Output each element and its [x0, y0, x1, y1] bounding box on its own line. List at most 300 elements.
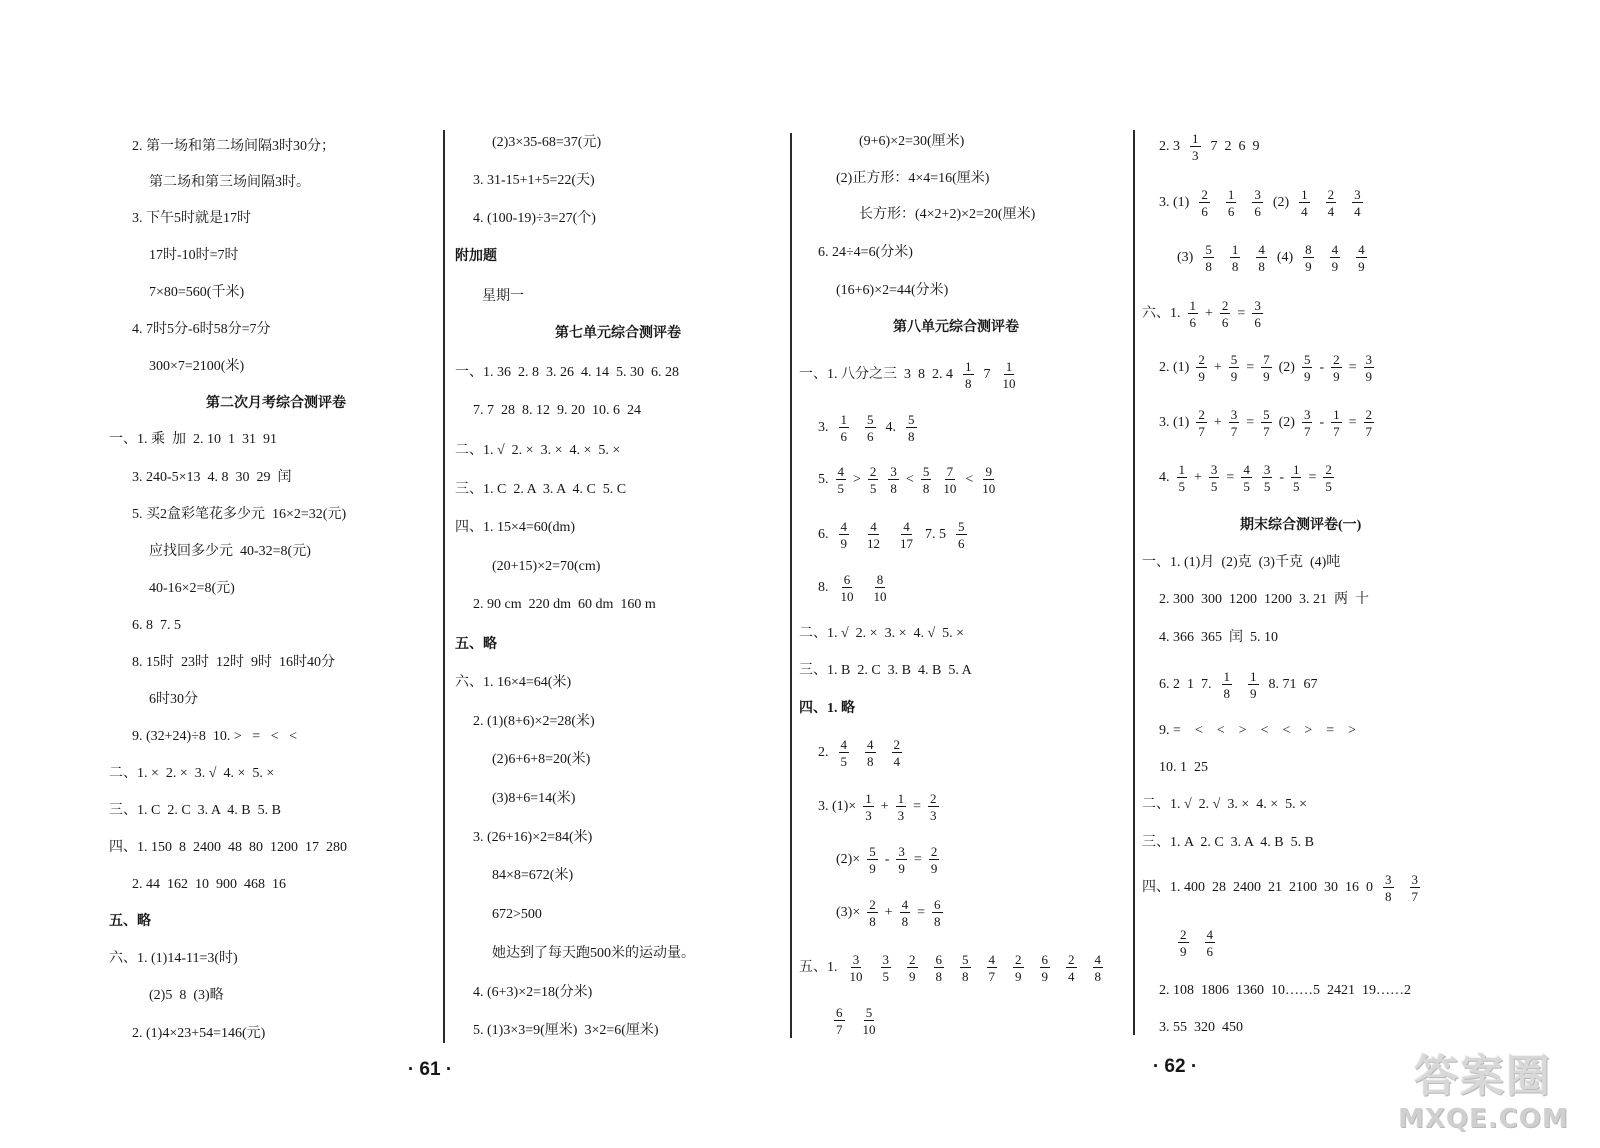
answer-text: 2. — [818, 745, 829, 760]
fraction-denominator: 9 — [930, 861, 938, 876]
fraction — [898, 520, 915, 550]
answer-text: 六、1. 16×4=64(米) — [455, 675, 572, 690]
answer-text: 4. 7时5分-6时58分=7分 — [132, 322, 271, 337]
answer-line — [453, 442, 622, 460]
fraction-denominator: 7 — [836, 1022, 843, 1037]
fraction — [1364, 408, 1375, 438]
answer-text: - — [884, 852, 890, 867]
answer-line — [471, 984, 594, 1002]
fraction-denominator: 3 — [1192, 148, 1199, 163]
fraction-numerator: 2 — [1198, 407, 1205, 422]
answer-text: 六、1. — [1142, 306, 1181, 321]
fraction — [1001, 360, 1018, 390]
fraction — [906, 413, 917, 443]
fraction-denominator: 5 — [1292, 479, 1300, 494]
fraction-denominator: 8 — [908, 429, 915, 444]
fraction — [1291, 463, 1302, 493]
fraction-numerator: 2 — [1201, 187, 1208, 202]
fraction-numerator: 6 — [843, 572, 851, 587]
answer-text: 5. (1)3×3=9(厘米) 3×2=6(厘米) — [473, 1023, 659, 1038]
fraction-denominator: 3 — [897, 808, 905, 823]
fraction-denominator: 6 — [1254, 315, 1261, 330]
fraction — [1262, 463, 1273, 493]
fraction-denominator: 3 — [930, 808, 937, 823]
fraction-denominator: 5 — [882, 969, 889, 984]
fraction-numerator: 5 — [1230, 352, 1238, 367]
fraction — [907, 953, 918, 983]
fraction — [1248, 670, 1259, 700]
fraction-numerator: 5 — [922, 464, 930, 479]
fraction-denominator: 8 — [867, 754, 874, 769]
fraction-denominator: 4 — [893, 754, 900, 769]
fraction — [839, 738, 850, 768]
answer-text: 2. 第一场和第二场间隔3时30分； — [132, 139, 335, 154]
answer-text: (2)3×35-68=37(元) — [492, 135, 602, 150]
fraction-numerator: 3 — [852, 952, 860, 967]
fraction-numerator: 1 — [865, 791, 872, 806]
answer-text: 6时30分 — [149, 692, 198, 707]
page-number-left: · 61 · — [407, 1059, 453, 1080]
fraction — [861, 1006, 878, 1036]
fraction — [1177, 463, 1188, 493]
fraction-denominator: 4 — [1354, 204, 1361, 219]
fraction-numerator: 4 — [1258, 242, 1265, 257]
fraction-denominator: 9 — [1250, 686, 1257, 701]
fraction-numerator: 1 — [1333, 407, 1340, 422]
fraction-numerator: 6 — [836, 1005, 843, 1020]
fraction-numerator: 2 — [909, 952, 916, 967]
fraction — [1220, 299, 1231, 329]
answer-line — [453, 481, 628, 499]
fraction — [900, 898, 911, 928]
fraction — [1205, 928, 1216, 958]
fraction-numerator: 3 — [1303, 407, 1311, 422]
fraction-denominator: 6 — [1254, 204, 1261, 219]
fraction — [839, 573, 856, 603]
answer-text: (4) — [1276, 250, 1294, 265]
watermark-site: MXQE.COM — [1398, 1104, 1569, 1134]
answer-text: = — [913, 852, 922, 867]
fraction-denominator: 10 — [840, 589, 854, 604]
fraction-denominator: 3 — [865, 808, 872, 823]
answer-line — [797, 625, 966, 643]
fraction-numerator: 2 — [869, 464, 877, 479]
fraction-numerator: 8 — [1305, 242, 1312, 257]
answer-text: (20+15)×2=70(cm) — [492, 559, 601, 574]
fraction — [872, 573, 889, 603]
answer-line — [816, 244, 915, 262]
answer-text: 一、1. 乘 加 2. 10 1 31 91 — [109, 432, 277, 447]
fraction — [892, 738, 903, 768]
answer-text: 五、略 — [455, 637, 497, 652]
answer-text: 8. 15时 23时 12时 9时 16时40分 — [132, 655, 335, 670]
answer-text: = — [1246, 360, 1255, 375]
fraction — [865, 738, 876, 768]
fraction — [941, 465, 958, 495]
fraction-denominator: 5 — [1263, 479, 1271, 494]
fraction — [921, 465, 932, 495]
fraction-numerator: 6 — [935, 952, 942, 967]
answer-text: + — [884, 905, 893, 920]
fraction-denominator: 9 — [1198, 369, 1205, 384]
answer-line — [480, 288, 526, 306]
answer-text: < — [905, 472, 914, 487]
answer-text: 第二次月考综合测评卷 — [206, 396, 346, 411]
fraction — [1302, 353, 1313, 383]
answer-text: 8. 71 67 — [1268, 677, 1318, 692]
answer-text: 4. — [885, 420, 896, 435]
fraction-denominator: 5 — [1243, 479, 1250, 494]
answer-line — [1175, 243, 1375, 273]
answer-line — [130, 321, 273, 339]
answer-text: 2. 300 300 1200 1200 3. 21 两 十 — [1159, 592, 1369, 607]
answer-text: = — [1226, 470, 1235, 485]
fraction-numerator: 5 — [1303, 352, 1311, 367]
answer-line — [490, 134, 603, 152]
fraction-numerator: 8 — [876, 572, 884, 587]
answer-text: 第八单元综合测评卷 — [893, 320, 1019, 335]
answer-text: (3)8+6=14(米) — [492, 791, 576, 806]
fraction-numerator: 2 — [930, 844, 938, 859]
answer-line — [490, 751, 592, 769]
fraction-denominator: 10 — [1002, 376, 1016, 391]
fraction-denominator: 7 — [1303, 424, 1311, 439]
fraction — [1410, 873, 1421, 903]
fraction-numerator: 3 — [1254, 187, 1261, 202]
fraction — [1222, 670, 1233, 700]
fraction-denominator: 8 — [934, 914, 941, 929]
fraction-denominator: 7 — [1263, 424, 1270, 439]
fraction — [928, 792, 939, 822]
answer-line — [1157, 1019, 1245, 1037]
answer-text: 6. — [818, 527, 829, 542]
fraction — [1229, 353, 1240, 383]
answer-line — [490, 867, 575, 885]
answer-line — [130, 654, 337, 672]
answer-line — [147, 580, 237, 598]
answer-text: 6. 24÷4=6(分米) — [818, 245, 913, 260]
answer-text: = — [1237, 306, 1246, 321]
answer-text: 672>500 — [492, 907, 542, 922]
answer-line — [834, 282, 950, 300]
fraction-denominator: 6 — [840, 429, 847, 444]
fraction-numerator: 1 — [1189, 298, 1196, 313]
fraction-denominator: 8 — [1258, 259, 1265, 274]
answer-text: 10. 1 25 — [1159, 760, 1208, 775]
answer-text: + — [880, 799, 889, 814]
answer-line — [453, 674, 573, 692]
answer-text: (2) — [1278, 360, 1295, 375]
fraction-denominator: 7 — [1230, 424, 1238, 439]
fraction — [956, 520, 967, 550]
fraction — [868, 465, 879, 495]
section-heading — [1238, 517, 1363, 535]
fraction-denominator: 8 — [1385, 889, 1392, 904]
answer-line — [471, 596, 658, 614]
answer-text: 84×8=672(米) — [492, 868, 574, 883]
answer-text: = — [913, 799, 922, 814]
answer-text: (2)× — [836, 852, 861, 867]
answer-text: (2) — [1278, 415, 1295, 430]
answer-text: = — [1246, 415, 1255, 430]
fraction-numerator: 4 — [1358, 242, 1365, 257]
fraction — [848, 953, 865, 983]
fraction-denominator: 10 — [873, 589, 887, 604]
fraction-denominator: 7 — [988, 969, 995, 984]
answer-line — [1157, 670, 1320, 700]
fraction-numerator: 4 — [837, 464, 844, 479]
answer-text: 一、1. 36 2. 8 3. 26 4. 14 5. 30 6. 28 — [455, 365, 679, 380]
answer-text: 4. (6+3)×2=18(分米) — [473, 985, 593, 1000]
answer-line — [816, 520, 975, 550]
answer-line — [130, 210, 253, 228]
answer-line — [471, 829, 594, 847]
fraction-denominator: 9 — [1015, 969, 1022, 984]
fraction — [1229, 408, 1240, 438]
fraction-numerator: 9 — [985, 464, 992, 479]
fraction-denominator: 5 — [1178, 479, 1185, 494]
fraction-denominator: 6 — [958, 536, 965, 551]
answer-text: 6. 2 1 7. — [1159, 677, 1212, 692]
fraction-denominator: 8 — [935, 969, 942, 984]
fraction-denominator: 6 — [1189, 315, 1196, 330]
answer-text: - — [1319, 415, 1325, 430]
answer-line — [834, 170, 991, 188]
answer-line — [147, 284, 246, 302]
fraction-numerator: 1 — [1192, 131, 1199, 146]
answer-line — [1157, 463, 1339, 493]
fraction-denominator: 9 — [1263, 369, 1270, 384]
fraction — [896, 792, 907, 822]
fraction — [1261, 408, 1272, 438]
answer-text: 2. 44 162 10 900 468 16 — [132, 877, 286, 892]
answer-text: 2. 108 1806 1360 10……5 2421 19……2 — [1159, 983, 1411, 998]
answer-text: 3. (1) — [1159, 195, 1190, 210]
answer-text: 三、1. C 2. C 3. A 4. B 5. B — [109, 803, 281, 818]
answer-text: (3)× — [836, 905, 861, 920]
answer-text: = — [917, 905, 926, 920]
fraction-denominator: 7 — [1198, 424, 1205, 439]
answer-line — [490, 906, 544, 924]
fraction-numerator: 6 — [1041, 952, 1048, 967]
fraction — [934, 953, 945, 983]
fraction-denominator: 12 — [867, 536, 880, 551]
fraction-numerator: 4 — [903, 519, 910, 534]
fraction-numerator: 5 — [1205, 242, 1212, 257]
answer-text: 三、1. C 2. A 3. A 4. C 5. C — [455, 482, 627, 497]
fraction-denominator: 9 — [869, 861, 876, 876]
answer-line — [453, 636, 499, 654]
fraction-numerator: 3 — [1254, 298, 1261, 313]
fraction-numerator: 4 — [1331, 242, 1339, 257]
section-heading — [553, 325, 683, 343]
answer-line — [834, 898, 948, 928]
fraction-denominator: 5 — [840, 754, 847, 769]
fraction-denominator: 8 — [1223, 686, 1230, 701]
answer-text: - — [1319, 360, 1325, 375]
answer-text: 四、1. 15×4=60(dm) — [455, 520, 576, 535]
answer-line — [471, 402, 643, 420]
fraction-numerator: 2 — [893, 737, 900, 752]
fraction — [1302, 408, 1313, 438]
answer-text: 四、1. 400 28 2400 21 2100 30 16 0 — [1142, 880, 1373, 895]
fraction-denominator: 8 — [1231, 259, 1239, 274]
fraction-denominator: 8 — [1094, 969, 1101, 984]
answer-text: 二、1. √ 2. × 3. × 4. × 5. × — [455, 443, 621, 458]
fraction-numerator: 3 — [1365, 352, 1373, 367]
answer-line — [107, 802, 283, 820]
fraction-numerator: 3 — [1263, 462, 1271, 477]
fraction-numerator: 6 — [934, 897, 941, 912]
answer-text: 六、1. (1)14-11=3(时) — [109, 951, 238, 966]
fraction-denominator: 7 — [1333, 424, 1340, 439]
fraction-numerator: 5 — [869, 844, 876, 859]
fraction-numerator: 5 — [962, 952, 969, 967]
fraction-numerator: 2 — [869, 897, 876, 912]
fraction-numerator: 5 — [867, 412, 874, 427]
answer-text: 她达到了每天跑500米的运动量。 — [492, 946, 695, 961]
fraction-numerator: 1 — [1227, 187, 1235, 202]
fraction-numerator: 1 — [1178, 462, 1185, 477]
answer-text: 2. (1) — [1159, 360, 1190, 375]
fraction-denominator: 17 — [900, 536, 913, 551]
answer-text: 9. (32+24)÷8 10. > = < < — [132, 729, 297, 744]
answer-text: (2)正方形：4×4=16(厘米) — [836, 171, 990, 186]
fraction-numerator: 2 — [1221, 298, 1229, 313]
answer-text: 6. 8 7. 5 — [132, 618, 181, 633]
answer-line — [130, 506, 348, 524]
fraction-numerator: 7 — [946, 464, 954, 479]
fraction — [1364, 353, 1375, 383]
fraction-denominator: 4 — [1327, 204, 1335, 219]
fraction-numerator: 4 — [901, 897, 909, 912]
fraction-denominator: 10 — [943, 481, 957, 496]
fraction — [1040, 953, 1051, 983]
answer-text: 8. — [818, 580, 829, 595]
fraction-denominator: 8 — [962, 969, 969, 984]
answer-text: + — [1194, 470, 1202, 485]
fraction-denominator: 6 — [1227, 204, 1235, 219]
answer-text: 3. 240-5×13 4. 8 30 29 闰 — [132, 470, 292, 485]
fraction-denominator: 7 — [1411, 889, 1418, 904]
fraction-numerator: 2 — [1333, 352, 1340, 367]
fraction — [1209, 463, 1220, 493]
answer-line — [816, 792, 944, 822]
answer-line — [471, 713, 597, 731]
answer-line — [107, 913, 153, 931]
answer-line — [1140, 796, 1309, 814]
answer-text: 3. 下午5时就是17时 — [132, 211, 251, 226]
answer-line — [471, 210, 598, 228]
column-divider — [1133, 130, 1135, 1035]
fraction — [1226, 188, 1237, 218]
fraction-denominator: 8 — [922, 481, 930, 496]
fraction — [1256, 243, 1267, 273]
fraction-denominator: 5 — [837, 481, 844, 496]
fraction-numerator: 4 — [988, 952, 995, 967]
fraction — [1323, 463, 1334, 493]
answer-line — [816, 413, 925, 443]
fraction — [1066, 953, 1077, 983]
fraction-numerator: 1 — [840, 412, 847, 427]
fraction — [1252, 299, 1263, 329]
fraction — [1299, 188, 1310, 218]
fraction — [865, 520, 882, 550]
answer-text: 2. (1)4×23+54=146(元) — [132, 1026, 266, 1041]
fraction-denominator: 4 — [1068, 969, 1075, 984]
fraction-numerator: 1 — [1005, 359, 1013, 374]
fraction-numerator: 1 — [1250, 669, 1257, 684]
answer-text: 附加题 — [455, 249, 497, 264]
answer-line — [1157, 591, 1371, 609]
fraction-numerator: 2 — [1327, 187, 1335, 202]
fraction — [888, 465, 899, 495]
answer-text: 二、1. × 2. × 3. √ 4. × 5. × — [109, 766, 275, 781]
section-heading — [204, 395, 348, 413]
answer-line — [816, 738, 910, 768]
answer-text: (2)5 8 (3)略 — [149, 988, 224, 1003]
answer-line — [453, 364, 681, 382]
fraction-denominator: 9 — [1180, 944, 1187, 959]
answer-line — [130, 728, 299, 746]
answer-text: 3. 31-15+1+5=22(天) — [473, 173, 595, 188]
fraction-numerator: 3 — [1230, 407, 1238, 422]
fraction-numerator: 4 — [870, 519, 877, 534]
fraction — [963, 360, 974, 390]
answer-text: 4. 366 365 闰 5. 10 — [1159, 630, 1278, 645]
fraction — [1303, 243, 1314, 273]
fraction-denominator: 9 — [1331, 259, 1339, 274]
fraction-numerator: 1 — [1231, 242, 1239, 257]
answer-line — [147, 543, 313, 561]
answer-line — [1157, 188, 1371, 218]
fraction-numerator: 5 — [908, 412, 915, 427]
fraction-numerator: 5 — [958, 519, 965, 534]
fraction — [1331, 408, 1342, 438]
fraction — [987, 953, 998, 983]
fraction-numerator: 4 — [1094, 952, 1101, 967]
answer-text: 7×80=560(千米) — [149, 285, 245, 300]
answer-line — [797, 360, 1026, 390]
fraction — [1326, 188, 1337, 218]
answer-text: = — [1348, 415, 1357, 430]
answer-line — [147, 691, 200, 709]
answer-text: 3. (1) — [1159, 415, 1190, 430]
answer-text: 二、1. √ 2. √ 3. × 4. × 5. × — [1142, 797, 1308, 812]
answer-text: 三、1. B 2. C 3. B 4. B 5. A — [799, 663, 972, 678]
fraction-numerator: 5 — [865, 1005, 873, 1020]
fraction-denominator: 8 — [869, 914, 876, 929]
answer-line — [107, 950, 240, 968]
fraction — [1241, 463, 1252, 493]
answer-text: = — [1308, 470, 1317, 485]
answer-text: + — [1205, 306, 1213, 321]
answer-text: (3) — [1177, 250, 1194, 265]
fraction — [881, 953, 892, 983]
fraction — [867, 845, 878, 875]
answer-text: 三、1. A 2. C 3. A 4. B 5. B — [1142, 835, 1314, 850]
fraction-numerator: 3 — [898, 844, 905, 859]
fraction-numerator: 2 — [1198, 352, 1205, 367]
answer-text: = — [1348, 360, 1357, 375]
answer-text: 四、1. 150 8 2400 48 80 1200 17 280 — [109, 840, 347, 855]
fraction-denominator: 6 — [1206, 944, 1213, 959]
answer-text: < — [965, 472, 974, 487]
fraction-denominator: 5 — [1210, 479, 1218, 494]
answer-line — [1170, 928, 1223, 958]
answer-text: 第二场和第三场间隔3时。 — [149, 175, 310, 190]
answer-text: 7 — [983, 367, 991, 382]
